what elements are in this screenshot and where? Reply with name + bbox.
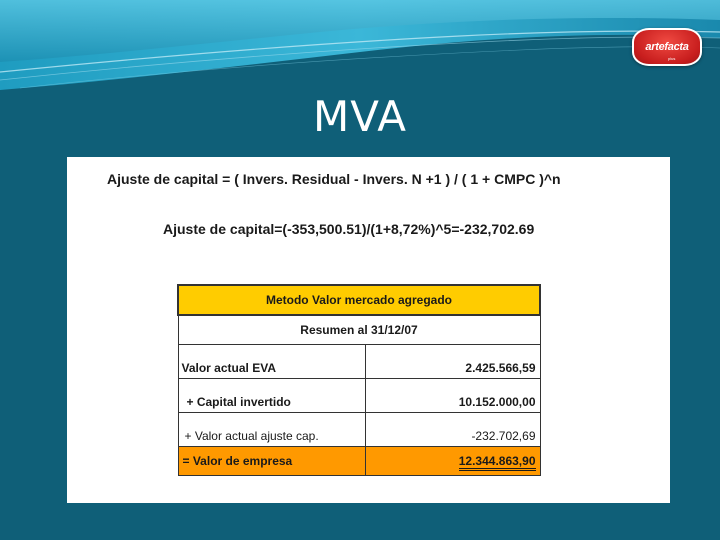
table-total-row xyxy=(178,447,540,476)
formula-general: Ajuste de capital = ( Invers. Residual - Invers. N +1 ) / ( 1 + CMPC )^n xyxy=(107,171,561,187)
table-row xyxy=(178,413,540,447)
mva-summary-table xyxy=(177,284,541,476)
table-subheader: Resumen al 31/12/07 xyxy=(178,315,540,345)
row-label: + Valor actual ajuste cap. xyxy=(178,413,365,447)
table-subheader-row xyxy=(178,315,540,345)
table-row xyxy=(178,379,540,413)
table-row xyxy=(178,345,540,379)
formula-applied: Ajuste de capital=(-353,500.51)/(1+8,72%)^5=-232,702.69 xyxy=(163,221,535,237)
row-label: Valor actual EVA xyxy=(178,345,365,379)
total-value-cell xyxy=(365,447,540,476)
total-value: 12.344.863,90 xyxy=(459,454,536,471)
row-label: + Capital invertido xyxy=(178,379,365,413)
row-value: -232.702,69 xyxy=(365,413,540,447)
slide-title: MVA xyxy=(312,92,407,141)
logo-subtext: plus xyxy=(668,56,676,61)
artefacta-logo xyxy=(632,28,702,66)
total-label: = Valor de empresa xyxy=(178,447,365,476)
row-value: 2.425.566,59 xyxy=(365,345,540,379)
row-value: 10.152.000,00 xyxy=(365,379,540,413)
table-header-row xyxy=(178,285,540,315)
content-panel xyxy=(67,157,670,503)
table-header: Metodo Valor mercado agregado xyxy=(178,285,540,315)
logo-text: artefacta xyxy=(645,41,689,53)
